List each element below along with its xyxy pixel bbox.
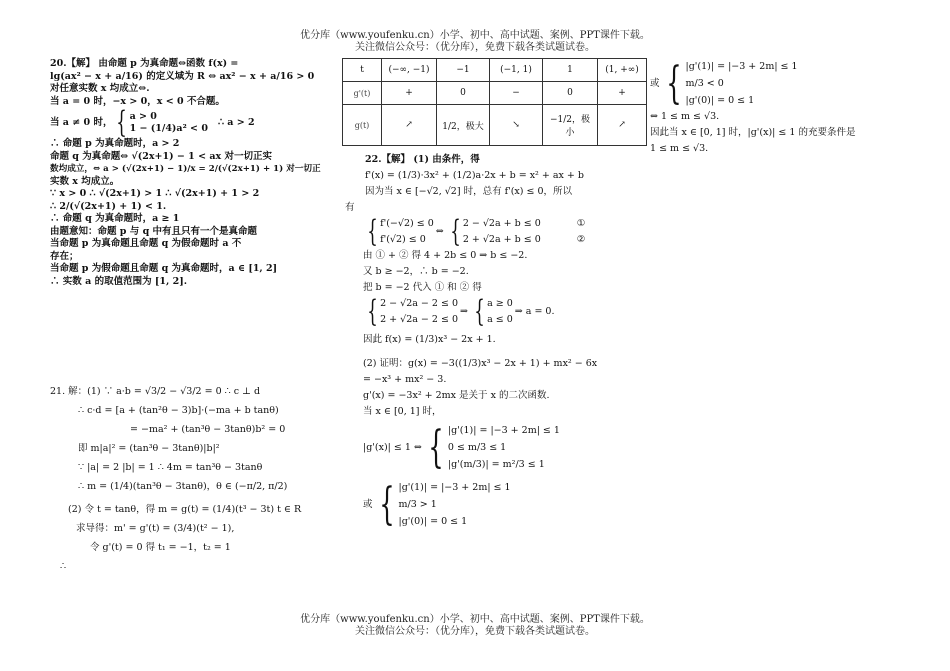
- conclusion-line: 因此当 x ∈ [0, 1] 时，|g'(x)| ≤ 1 的充要条件是: [650, 127, 856, 138]
- solution-20-line: ∴ 2/(√(2x+1) + 1) < 1.: [50, 200, 167, 212]
- solution-20-line: 当 a ≠ 0 时，: [50, 116, 113, 128]
- solution-22-line: f'(x) = (1/3)·3x² + (1/2)a·2x + b = x² + ax + b: [365, 170, 584, 181]
- solution-22-line: 把 b = −2 代入 ① 和 ② 得: [363, 282, 482, 293]
- system-d: [345, 479, 625, 530]
- page-header: [0, 30, 950, 54]
- solution-21-line: (2) 令 t = tanθ，得 m = g(t) = (1/4)(t³ − 3t) t ∈ R: [68, 504, 302, 515]
- variation-table: [342, 58, 647, 146]
- system-row: a ≥ 0: [487, 298, 513, 309]
- solution-20-line: 由题意知：命题 p 与 q 中有且只有一个是真命题: [50, 225, 258, 237]
- system-row: |g'(0)| = 0 ≤ 1: [685, 95, 755, 106]
- system-row: a ≤ 0: [487, 314, 513, 325]
- left-brace-symbol: {: [428, 421, 444, 473]
- solution-22-line: 22.【解】 (1) 由条件，得: [365, 154, 480, 165]
- left-brace-symbol: {: [450, 214, 461, 249]
- solution-20-line: 当命题 p 为假命题且命题 q 为真命题时，a ∈ [1, 2]: [50, 263, 278, 274]
- system-row: m/3 > 1: [398, 499, 437, 510]
- system-lead: 或: [363, 498, 373, 510]
- system-row: 0 ≤ m/3 ≤ 1: [447, 442, 507, 453]
- system-row: |g'(1)| = |−3 + 2m| ≤ 1: [447, 425, 560, 436]
- solution-20-line: 当命题 p 为真命题且命题 q 为假命题时 a 不: [50, 238, 242, 249]
- middle-column: [345, 152, 625, 530]
- system-row: 2 − √2a + b ≤ 0: [462, 218, 541, 229]
- solution-20-line: 对任意实数 x 均成立⇔.: [50, 83, 150, 94]
- solution-21-line: 即 m|a|² = (tan³θ − 3tanθ)|b|²: [78, 443, 220, 454]
- solution-21-line: 求导得：m' = g'(t) = (3/4)(t² − 1),: [76, 523, 235, 534]
- table-cell: ↘: [490, 105, 543, 146]
- table-cell: +: [382, 82, 437, 105]
- table-cell: (1, +∞): [598, 59, 647, 82]
- solution-20-line: ∴ 命题 q 为真命题时，a ≥ 1: [50, 213, 180, 224]
- table-cell: −: [490, 82, 543, 105]
- solution-20-line: 存在；: [50, 250, 79, 262]
- solution-21-line: ∵ |a| = 2 |b| = 1 ∴ 4m = tan³θ − 3tanθ: [78, 462, 263, 473]
- system-b: [345, 296, 625, 328]
- system-row: 2 + √2a + b ≤ 0: [462, 234, 541, 245]
- solution-21-line: = −ma² + (tan³θ − 3tanθ)b² = 0: [130, 424, 286, 435]
- header-line-1: 优分库（www.youfenku.cn）小学、初中、高中试题、案例、PPT课件下载。: [300, 30, 650, 41]
- table-cell: −1: [437, 59, 490, 82]
- table-cell: ↗: [382, 105, 437, 146]
- system-row: |g'(1)| = |−3 + 2m| ≤ 1: [398, 482, 511, 493]
- table-row: [343, 82, 647, 105]
- header-line-2: 关注微信公众号：（优分库），免费下载各类试题试卷。: [355, 42, 595, 53]
- table-cell: t: [343, 59, 382, 82]
- left-brace-symbol: {: [665, 57, 682, 109]
- solution-22-line: 由 ① + ② 得 4 + 2b ≤ 0 ⇒ b ≤ −2.: [363, 250, 528, 261]
- solution-21-line: ∴: [60, 561, 67, 572]
- solution-22-line: g'(x) = −3x² + 2mx 是关于 x 的二次函数.: [363, 390, 550, 401]
- table-cell: 1/2，极大: [437, 105, 490, 146]
- solution-20-line: lg(ax² − x + a/16) 的定义域为 R ⇔ ax² − x + a/16 > 0: [50, 70, 315, 82]
- left-column-21: [50, 382, 302, 576]
- table-cell: 0: [543, 82, 598, 105]
- system-c: [345, 422, 625, 473]
- footer-line-1: 优分库（www.youfenku.cn）小学、初中、高中试题、案例、PPT课件下载。: [300, 614, 650, 625]
- left-brace-symbol: {: [474, 294, 485, 329]
- table-cell: ↗: [598, 105, 647, 146]
- solution-20-line: 20.【解】 由命题 p 为真命题⇔函数 f(x) =: [50, 58, 239, 69]
- solution-20-line: ∵ x > 0 ∴ √(2x+1) > 1 ∴ √(2x+1) + 1 > 2: [50, 188, 260, 199]
- implies-symbol: ⇒: [460, 306, 468, 317]
- solution-20-line: 数均成立，⇔ a > (√(2x+1) − 1)/x = 2/(√(2x+1) + 1) 对一切正: [50, 164, 321, 174]
- system-row: f'(−√2) ≤ 0: [380, 218, 434, 229]
- system-lead: 或: [650, 77, 660, 89]
- table-cell: (−∞, −1): [382, 59, 437, 82]
- left-brace-symbol: {: [116, 105, 128, 140]
- right-column: [650, 58, 880, 157]
- table-cell: g'(t): [343, 82, 382, 105]
- system-row: |g'(1)| = |−3 + 2m| ≤ 1: [685, 61, 798, 72]
- system-result: ⇒ a = 0.: [514, 306, 555, 317]
- system-row: |g'(0)| = 0 ≤ 1: [398, 516, 468, 527]
- solution-21-line: ∴ c·d = [a + (tan²θ − 3)b]·(−ma + b tanθ): [78, 405, 279, 416]
- table-row: [343, 59, 647, 82]
- system-e: [650, 58, 880, 109]
- solution-22-line: 因为当 x ∈ [−√2, √2] 时，总有 f'(x) ≤ 0，所以: [365, 186, 573, 197]
- table-cell: (−1, 1): [490, 59, 543, 82]
- table-cell: g(t): [343, 105, 382, 146]
- system-row: m/3 < 0: [685, 78, 724, 89]
- table-cell: −1/2，极小: [543, 105, 598, 146]
- equation-tag: ②: [576, 234, 586, 245]
- solution-20-line: ∴ 命题 p 为真命题时，a > 2: [50, 138, 180, 149]
- system-row: 2 + √2a − 2 ≤ 0: [380, 314, 458, 325]
- solution-22-line: (2) 证明：g(x) = −3((1/3)x³ − 2x + 1) + mx² − 6x: [363, 358, 598, 369]
- table-cell: 0: [437, 82, 490, 105]
- left-brace-symbol: {: [367, 214, 378, 249]
- system-row: 2 − √2a − 2 ≤ 0: [380, 298, 458, 309]
- solution-20-line: ∴ 实数 a 的取值范围为 [1, 2].: [50, 275, 188, 287]
- left-brace-symbol: {: [367, 294, 378, 329]
- solution-22-line: 因此 f(x) = (1/3)x³ − 2x + 1.: [363, 334, 496, 345]
- equivalence-symbol: ⇔: [435, 226, 444, 237]
- left-brace-symbol: {: [378, 478, 395, 530]
- solution-22-line: 又 b ≥ −2，∴ b = −2.: [363, 266, 469, 277]
- left-column: [50, 58, 321, 288]
- solution-20-system: [50, 105, 290, 140]
- system-row: |g'(m/3)| = m²/3 ≤ 1: [447, 459, 545, 470]
- conclusion-line: ⇔ 1 ≤ m ≤ √3.: [650, 111, 720, 122]
- table-row: [343, 105, 647, 146]
- equation-tag: ①: [576, 218, 586, 229]
- solution-20-line: 实数 x 均成立。: [50, 175, 120, 187]
- solution-21-line: 21. 解：(1) ∵ a·b = √3/2 − √3/2 = 0 ∴ c ⊥ d: [50, 386, 261, 397]
- solution-22-line: 有: [345, 202, 355, 213]
- solution-21-line: ∴ m = (1/4)(tan³θ − 3tanθ)，θ ∈ (−π/2, π/2): [78, 481, 288, 492]
- table-cell: 1: [543, 59, 598, 82]
- solution-21-line: 令 g'(t) = 0 得 t₁ = −1，t₂ = 1: [90, 542, 231, 553]
- footer-line-2: 关注微信公众号：（优分库），免费下载各类试题试卷。: [355, 626, 595, 637]
- conclusion-line: 1 ≤ m ≤ √3.: [650, 143, 709, 154]
- solution-20-line: 命题 q 为真命题⇔ √(2x+1) − 1 < ax 对一切正实: [50, 150, 272, 162]
- system-row: a > 0: [129, 110, 157, 122]
- system-lead: |g'(x)| ≤ 1 ⇔: [363, 441, 422, 453]
- system-row: 1 − (1/4)a² < 0: [129, 123, 208, 134]
- page-footer: [0, 614, 950, 638]
- system-result: ∴ a > 2: [217, 116, 255, 128]
- solution-22-line: = −x³ + mx² − 3.: [363, 374, 447, 385]
- solution-20-line: 当 a = 0 时，−x > 0，x < 0 不合题。: [50, 95, 225, 107]
- solution-22-line: 当 x ∈ [0, 1] 时，: [363, 406, 442, 417]
- system-row: f'(√2) ≤ 0: [380, 234, 426, 245]
- table-cell: +: [598, 82, 647, 105]
- system-a: [345, 216, 625, 248]
